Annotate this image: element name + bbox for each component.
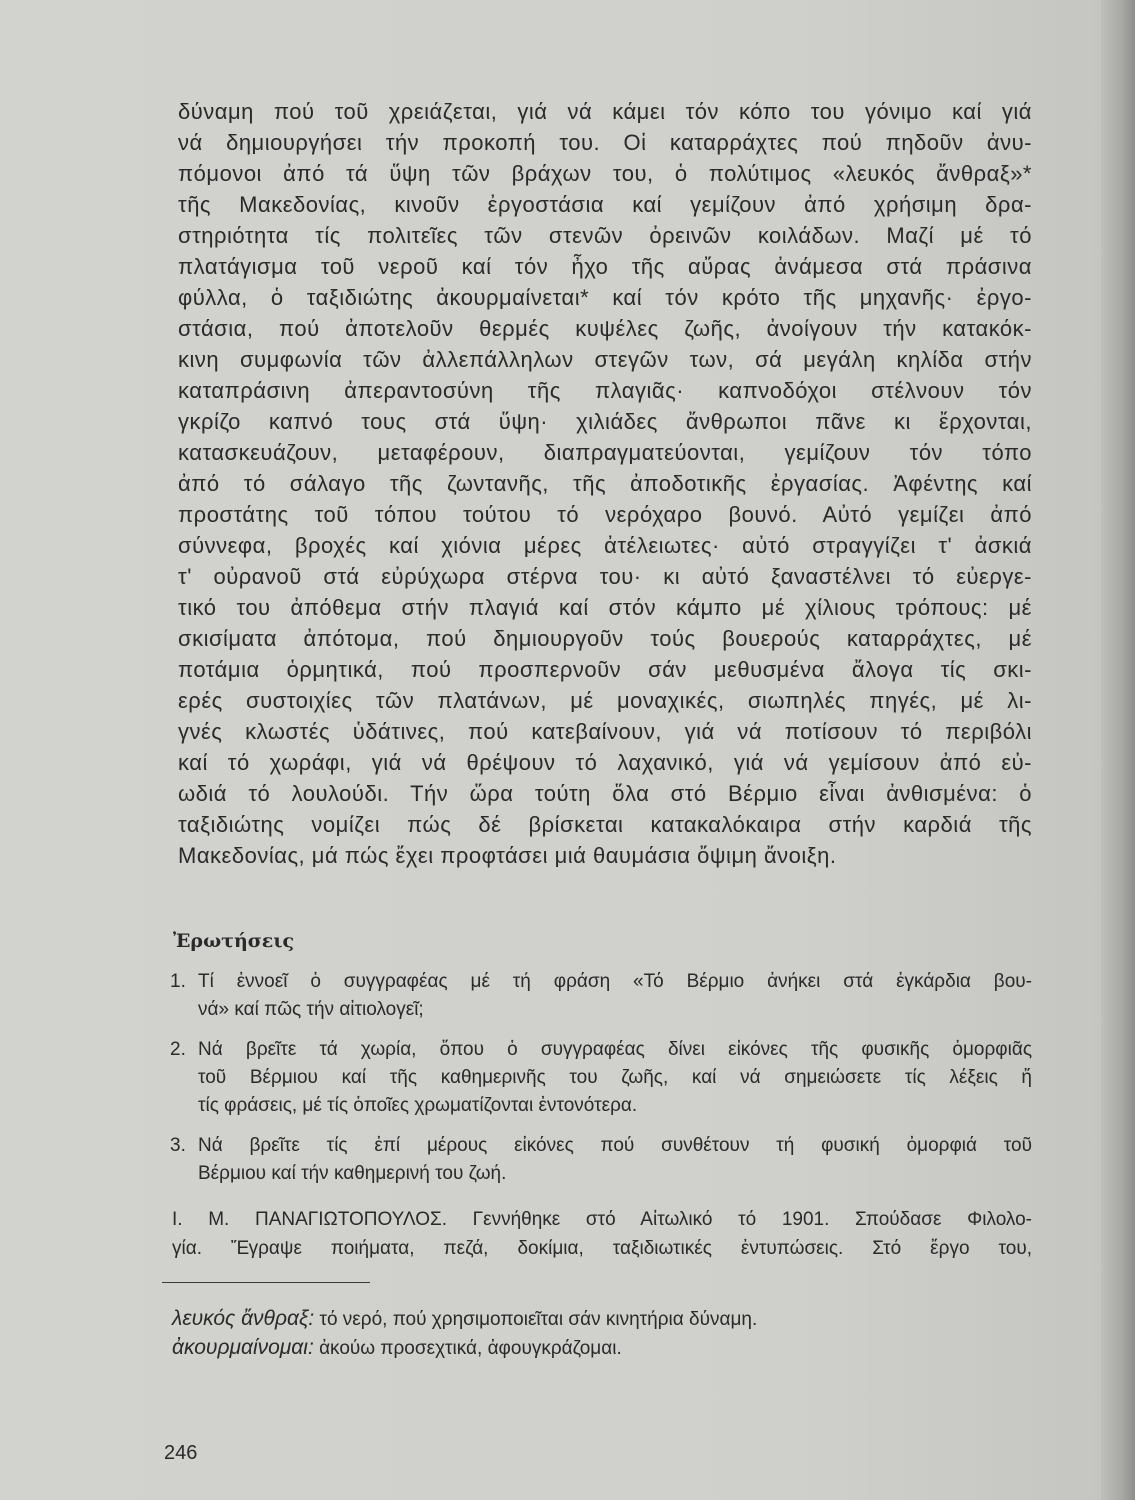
- footnote-divider: [162, 1282, 370, 1283]
- bio-line: γία. Ἔγραψε ποιήματα, πεζά, δοκίμια, ταξιδιωτικές ἐντυπώσεις. Στό ἔργο του,: [172, 1238, 1032, 1259]
- footnote-term: λευκός ἄνθραξ:: [172, 1307, 315, 1330]
- passage-line: στάσια, πού ἀποτελοῦν θερμές κυψέλες ζωῆς, ἀνοίγουν τήν κατακόκ-: [178, 316, 1032, 341]
- page-edge-shadow: [1101, 0, 1135, 1500]
- passage-line: πόμονοι ἀπό τά ὕψη τῶν βράχων του, ὁ πολύτιμος «λευκός ἄνθραξ»*: [178, 161, 1032, 186]
- passage-line: δύναμη πού τοῦ χρειάζεται, γιά νά κάμει τόν κόπο του γόνιμο καί γιά: [178, 99, 1032, 124]
- footnote-definition: ἀκούω προσεχτικά, ἀφουγκράζομαι.: [319, 1338, 622, 1359]
- question-item: [170, 1036, 1032, 1120]
- question-line: τίς φράσεις, μέ τίς ὁποῖες χρωματίζονται ἐντονότερα.: [198, 1095, 638, 1116]
- passage-line: νά δημιουργήσει τήν προκοπή του. Οἱ καταρράχτες πού πηδοῦν ἀνυ-: [178, 130, 1032, 155]
- passage-line: φύλλα, ὁ ταξιδιώτης ἀκουρμαίνεται* καί τόν κρότο τῆς μηχανῆς· ἐργο-: [178, 285, 1032, 310]
- questions-heading: Ἐρωτήσεις: [173, 930, 295, 952]
- passage-line: ἀπό τό σάλαγο τῆς ζωντανῆς, τῆς ἀποδοτικῆς ἐργασίας. Ἀφέντης καί: [178, 471, 1032, 496]
- question-line: Τί ἐννοεῖ ὁ συγγραφέας μέ τή φράση «Τό Βέρμιο ἀνήκει στά ἐγκάρδια βου-: [198, 971, 1032, 992]
- question-line: Νά βρεῖτε τίς ἐπί μέρους εἰκόνες πού συνθέτουν τή φυσική ὀμορφιά τοῦ: [198, 1135, 1032, 1156]
- passage-line: καί τό χωράφι, γιά νά θρέψουν τό λαχανικό, γιά νά γεμίσουν ἀπό εὐ-: [178, 750, 1032, 775]
- passage-line: ερές συστοιχίες τῶν πλατάνων, μέ μοναχικές, σιωπηλές πηγές, μέ λι-: [178, 688, 1032, 713]
- passage-line: στηριότητα τίς πολιτεῖες τῶν στενῶν ὀρεινῶν κοιλάδων. Μαζί μέ τό: [178, 223, 1032, 248]
- passage-line: ωδιά τό λουλούδι. Τήν ὥρα τούτη ὅλα στό Βέρμιο εἶναι ἀνθισμένα: ὁ: [178, 781, 1032, 806]
- passage-line: Μακεδονίας, μά πώς ἔχει προφτάσει μιά θαυμάσια ὄψιμη ἄνοιξη.: [178, 843, 837, 868]
- footnote-definition: τό νερό, πού χρησιμοποιεῖται σάν κινητήρια δύναμη.: [319, 1309, 758, 1330]
- passage-line: γνές κλωστές ὑδάτινες, πού κατεβαίνουν, γιά νά ποτίσουν τό περιβόλι: [178, 719, 1032, 744]
- question-line: τοῦ Βέρμιου καί τῆς καθημερινῆς του ζωῆς, καί νά σημειώσετε τίς λέξεις ἤ: [198, 1067, 1032, 1088]
- question-item: [170, 1132, 1032, 1188]
- question-number: 3.: [170, 1135, 186, 1156]
- passage-line: ταξιδιώτης νομίζει πώς δέ βρίσκεται κατακαλόκαιρα στήν καρδιά τῆς: [178, 812, 1032, 837]
- question-item: [170, 968, 1032, 1024]
- page-number: 246: [164, 1442, 198, 1464]
- passage-line: προστάτης τοῦ τόπου τούτου τό νερόχαρο βουνό. Αὐτό γεμίζει ἀπό: [178, 502, 1032, 527]
- bio-line: Ι. Μ. ΠΑΝΑΓΙΩΤΟΠΟΥΛΟΣ. Γεννήθηκε στό Αἰτωλικό τό 1901. Σπούδασε Φιλολο-: [172, 1209, 1032, 1230]
- author-bio: [172, 1205, 1032, 1263]
- questions-list: [170, 968, 1032, 1200]
- footnote-term: ἀκουρμαίνομαι:: [172, 1336, 314, 1359]
- passage-line: τικό του ἀπόθεμα στήν πλαγιά καί στόν κάμπο μέ χίλιους τρόπους: μέ: [178, 595, 1032, 620]
- question-number: 1.: [170, 971, 186, 992]
- passage-line: ποτάμια ὁρμητικά, πού προσπερνοῦν σάν μεθυσμένα ἄλογα τίς σκι-: [178, 657, 1032, 682]
- passage-line: καταπράσινη ἀπεραντοσύνη τῆς πλαγιᾶς· καπνοδόχοι στέλνουν τόν: [178, 378, 1032, 403]
- footnote: [172, 1305, 757, 1334]
- question-line: Νά βρεῖτε τά χωρία, ὅπου ὁ συγγραφέας δίνει εἰκόνες τῆς φυσικῆς ὀμορφιᾶς: [198, 1039, 1032, 1060]
- question-number: 2.: [170, 1039, 186, 1060]
- passage-line: κατασκευάζουν, μεταφέρουν, διαπραγματεύονται, γεμίζουν τόν τόπο: [178, 440, 1032, 465]
- passage-line: πλατάγισμα τοῦ νεροῦ καί τόν ἦχο τῆς αὔρας ἀνάμεσα στά πράσινα: [178, 254, 1032, 279]
- passage-line: κινη συμφωνία τῶν ἀλλεπάλληλων στεγῶν των, σά μεγάλη κηλίδα στήν: [178, 347, 1032, 372]
- question-line: Βέρμιου καί τήν καθημερινή του ζωή.: [198, 1163, 507, 1184]
- footnote: [172, 1334, 757, 1363]
- main-passage: [178, 96, 1032, 871]
- passage-line: σκισίματα ἀπότομα, πού δημιουργοῦν τούς βουερούς καταρράχτες, μέ: [178, 626, 1032, 651]
- passage-line: τῆς Μακεδονίας, κινοῦν ἐργοστάσια καί γεμίζουν ἀπό χρήσιμη δρα-: [178, 192, 1032, 217]
- passage-line: σύννεφα, βροχές καί χιόνια μέρες ἀτέλειωτες· αὐτό στραγγίζει τ' ἀσκιά: [178, 533, 1032, 558]
- passage-line: γκρίζο καπνό τους στά ὕψη· χιλιάδες ἄνθρωποι πᾶνε κι ἔρχονται,: [178, 409, 1032, 434]
- passage-line: τ' οὐρανοῦ στά εὐρύχωρα στέρνα του· κι αὐτό ξαναστέλνει τό εὐεργε-: [178, 564, 1032, 589]
- footnotes: [172, 1305, 757, 1363]
- question-line: νά» καί πῶς τήν αἰτιολογεῖ;: [198, 999, 424, 1020]
